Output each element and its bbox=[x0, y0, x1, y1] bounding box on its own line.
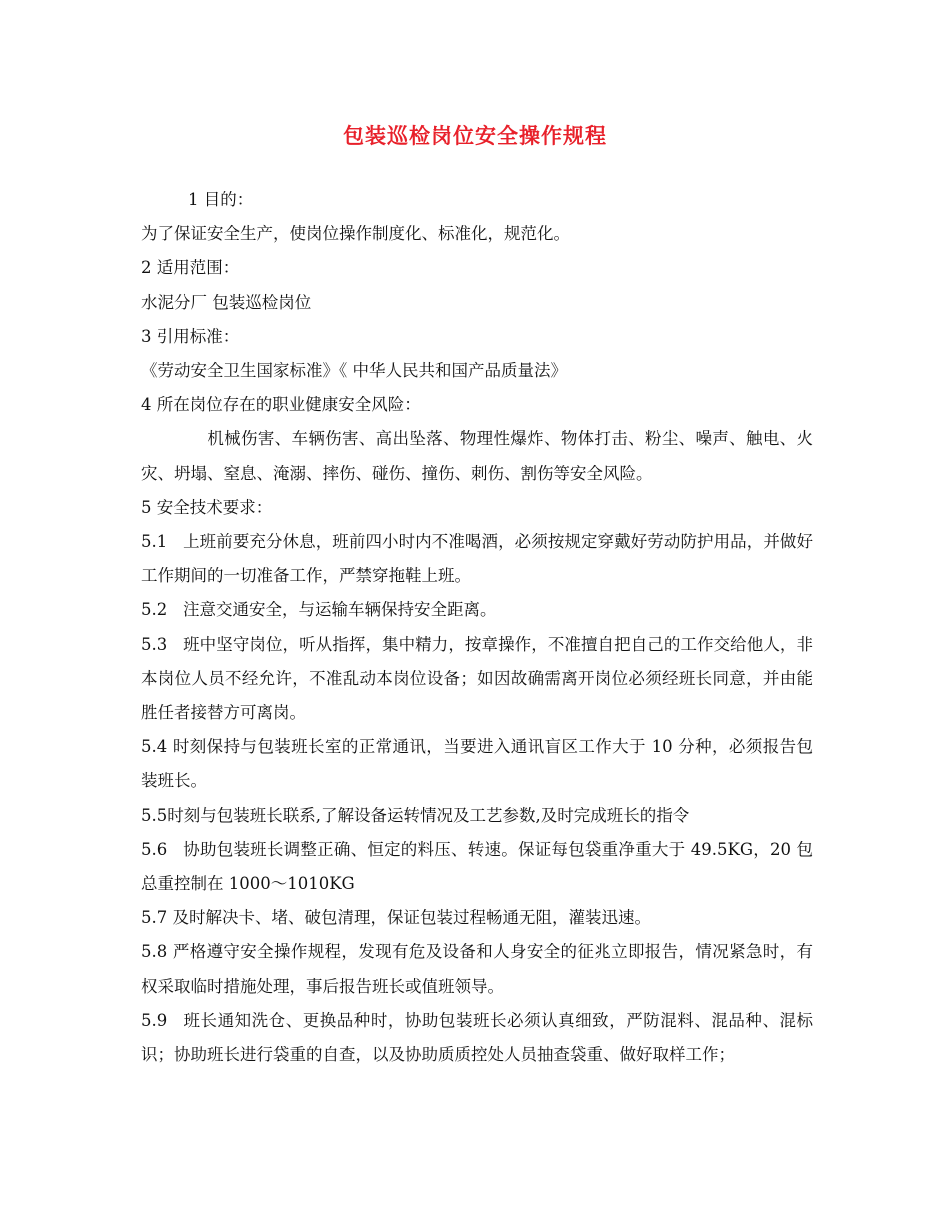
item-5-7 bbox=[141, 901, 813, 935]
item-number: 5.2 bbox=[141, 600, 168, 620]
item-number: 5.1 bbox=[141, 532, 168, 552]
item-text: 时刻与包装班长联系,了解设备运转情况及工艺参数,及时完成班长的指令 bbox=[167, 805, 690, 825]
item-5-1 bbox=[141, 525, 813, 593]
item-5-2 bbox=[141, 593, 813, 627]
item-5-4 bbox=[141, 730, 813, 798]
item-number: 5.4 bbox=[141, 737, 168, 757]
item-number: 5.3 bbox=[141, 634, 168, 654]
item-text: 注意交通安全，与运输车辆保持安全距离。 bbox=[183, 600, 497, 620]
item-text: 班长通知洗仓、更换品种时，协助包装班长必须认真细致，严防混料、混品种、混标识；协助班长进行袋重的自查，以及协助质质控处人员抽查袋重、做好取样工作； bbox=[141, 1010, 813, 1065]
document-title: 包装巡检岗位安全操作规程 bbox=[343, 123, 607, 148]
item-5-8 bbox=[141, 935, 813, 1003]
section-2-heading: 2 适用范围： bbox=[141, 258, 240, 278]
item-text: 及时解决卡、堵、破包清理，保证包装过程畅通无阻，灌装迅速。 bbox=[172, 908, 651, 928]
item-text: 严格遵守安全操作规程，发现有危及设备和人身安全的征兆立即报告，情况紧急时，有权采取临时措施处理，事后报告班长或值班领导。 bbox=[141, 942, 814, 996]
document-body bbox=[141, 183, 813, 1072]
section-3-heading: 3 引用标准： bbox=[141, 326, 240, 346]
section-4-body-text: 机械伤害、车辆伤害、高出坠落、物理性爆炸、物体打击、粉尘、噪声、触电、火灾、坍塌、窒息、淹溺、摔伤、碰伤、撞伤、刺伤、割伤等安全风险。 bbox=[141, 429, 813, 483]
item-text: 班中坚守岗位，听从指挥，集中精力，按章操作，不准擅自把自己的工作交给他人，非本岗位人员不经允许，不准乱动本岗位设备；如因故确需离开岗位必须经班长同意，并由能胜任者接替方可离岗。 bbox=[141, 634, 813, 723]
item-number: 5.6 bbox=[141, 839, 168, 859]
item-number: 5.7 bbox=[141, 908, 168, 928]
item-5-6 bbox=[141, 833, 813, 901]
item-text: 时刻保持与包装班长室的正常通讯，当要进入通讯盲区工作大于 10 分种，必须报告包装班长。 bbox=[141, 737, 813, 791]
section-2-body: 水泥分厂 包装巡检岗位 bbox=[141, 292, 312, 312]
item-5-9 bbox=[141, 1004, 813, 1072]
item-number: 5.5 bbox=[141, 805, 168, 825]
item-number: 5.8 bbox=[141, 942, 168, 962]
item-5-3 bbox=[141, 628, 813, 731]
section-1-body: 为了保证安全生产，使岗位操作制度化、标准化，规范化。 bbox=[141, 224, 570, 244]
item-5-5 bbox=[141, 799, 813, 833]
section-3-body: 《劳动安全卫生国家标准》《 中华人民共和国产品质量法》 bbox=[141, 361, 567, 381]
section-5-heading: 5 安全技术要求： bbox=[141, 497, 273, 517]
section-4-heading: 4 所在岗位存在的职业健康安全风险： bbox=[141, 395, 421, 415]
section-1-heading: 1 目的： bbox=[188, 190, 254, 209]
item-text: 上班前要充分休息，班前四小时内不准喝酒，必须按规定穿戴好劳动防护用品，并做好工作期间的一切准备工作，严禁穿拖鞋上班。 bbox=[141, 532, 813, 586]
item-number: 5.9 bbox=[141, 1010, 168, 1030]
section-4-body bbox=[141, 422, 813, 490]
item-text: 协助包装班长调整正确、恒定的料压、转速。保证每包袋重净重大于 49.5KG，20 包总重控制在 1000～1010KG bbox=[141, 839, 813, 894]
